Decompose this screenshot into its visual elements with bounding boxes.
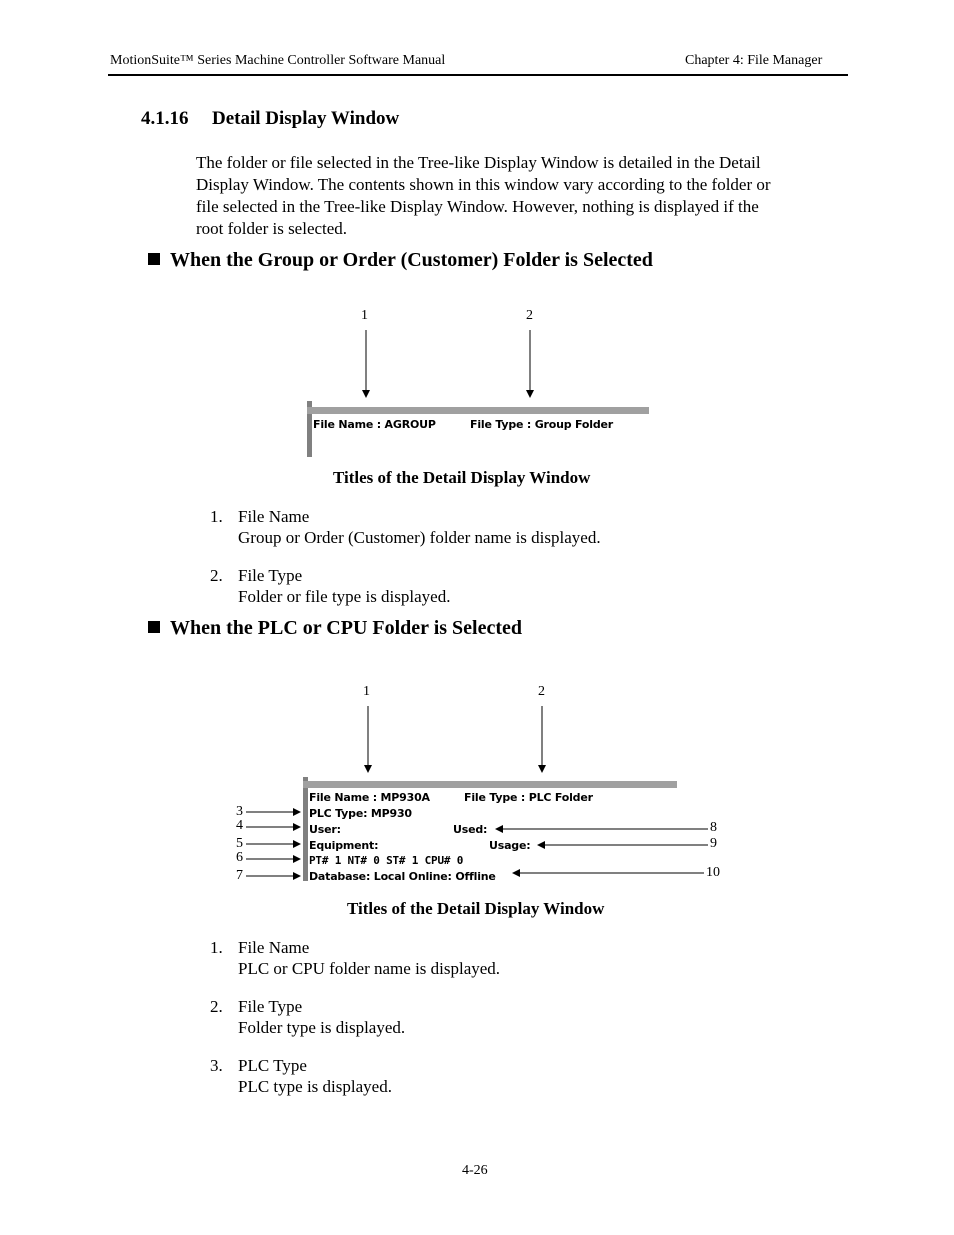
list-item-title: PLC Type <box>238 1056 307 1075</box>
callout-8: 8 <box>710 820 717 835</box>
list-item-desc: PLC type is displayed. <box>238 1077 392 1096</box>
detail-window-screenshot-2 <box>303 777 677 881</box>
file-name-field: File Name : AGROUP <box>313 418 436 431</box>
list-item-number: 2. <box>210 997 223 1016</box>
list-item <box>210 996 810 1046</box>
file-name-field: File Name : MP930A <box>309 791 430 804</box>
intro-line: root folder is selected. <box>196 219 348 238</box>
pt-nt-st-cpu-field: PT# 1 NT# 0 ST# 1 CPU# 0 <box>309 854 464 867</box>
intro-line: file selected in the Tree-like Display Window. However, nothing is displayed if the <box>196 197 759 216</box>
running-header-chapter: Chapter 4: File Manager <box>685 53 823 68</box>
list-item-number: 1. <box>210 938 223 957</box>
file-type-field: File Type : PLC Folder <box>464 791 593 804</box>
list-item <box>210 937 810 987</box>
window-title-bar <box>303 781 677 788</box>
database-field: Database: Local Online: Offline <box>309 870 496 883</box>
list-item-title: File Name <box>238 507 310 526</box>
usage-field: Usage: <box>489 839 531 852</box>
used-field: Used: <box>453 823 488 836</box>
equipment-field: Equipment: <box>309 839 379 852</box>
list-item-desc: Folder or file type is displayed. <box>238 587 451 606</box>
callout-5: 5 <box>236 836 243 851</box>
list-item-title: File Name <box>238 938 310 957</box>
callout-10: 10 <box>706 865 720 880</box>
intro-line: The folder or file selected in the Tree-like Display Window is detailed in the Detail <box>196 153 761 172</box>
file-type-field: File Type : Group Folder <box>470 418 614 431</box>
figure-2-caption: Titles of the Detail Display Window <box>347 899 605 918</box>
figure-1-caption: Titles of the Detail Display Window <box>333 468 591 487</box>
section-number: 4.1.16 <box>141 108 189 129</box>
callout-9: 9 <box>710 836 717 851</box>
list-item-desc: Folder type is displayed. <box>238 1018 406 1037</box>
plc-heading-text: When the PLC or CPU Folder is Selected <box>170 617 523 639</box>
user-field: User: <box>309 823 341 836</box>
list-item-title: File Type <box>238 997 303 1016</box>
list-item-number: 3. <box>210 1056 223 1075</box>
plc-type-field: PLC Type: MP930 <box>309 807 412 820</box>
window-left-border <box>303 777 308 881</box>
list-item-desc: Group or Order (Customer) folder name is displayed. <box>238 528 601 547</box>
callout-6: 6 <box>236 850 243 865</box>
list-item-desc: PLC or CPU folder name is displayed. <box>238 959 501 978</box>
callout-4: 4 <box>236 818 243 833</box>
callout-2: 2 <box>526 308 533 323</box>
callout-1: 1 <box>361 308 368 323</box>
running-header-title: MotionSuite™ Series Machine Controller Software Manual <box>110 53 446 68</box>
page-number: 4-26 <box>462 1163 488 1178</box>
group-heading-text: When the Group or Order (Customer) Folder is Selected <box>170 249 653 271</box>
list-item <box>210 1055 810 1105</box>
list-item-title: File Type <box>238 566 303 585</box>
section-title: Detail Display Window <box>212 108 400 129</box>
intro-line: Display Window. The contents shown in this window vary according to the folder or <box>196 175 771 194</box>
callout-7: 7 <box>236 868 243 883</box>
list-item-number: 2. <box>210 566 223 585</box>
callout-1: 1 <box>363 684 370 699</box>
list-item-number: 1. <box>210 507 223 526</box>
callout-3: 3 <box>236 804 243 819</box>
callout-2: 2 <box>538 684 545 699</box>
